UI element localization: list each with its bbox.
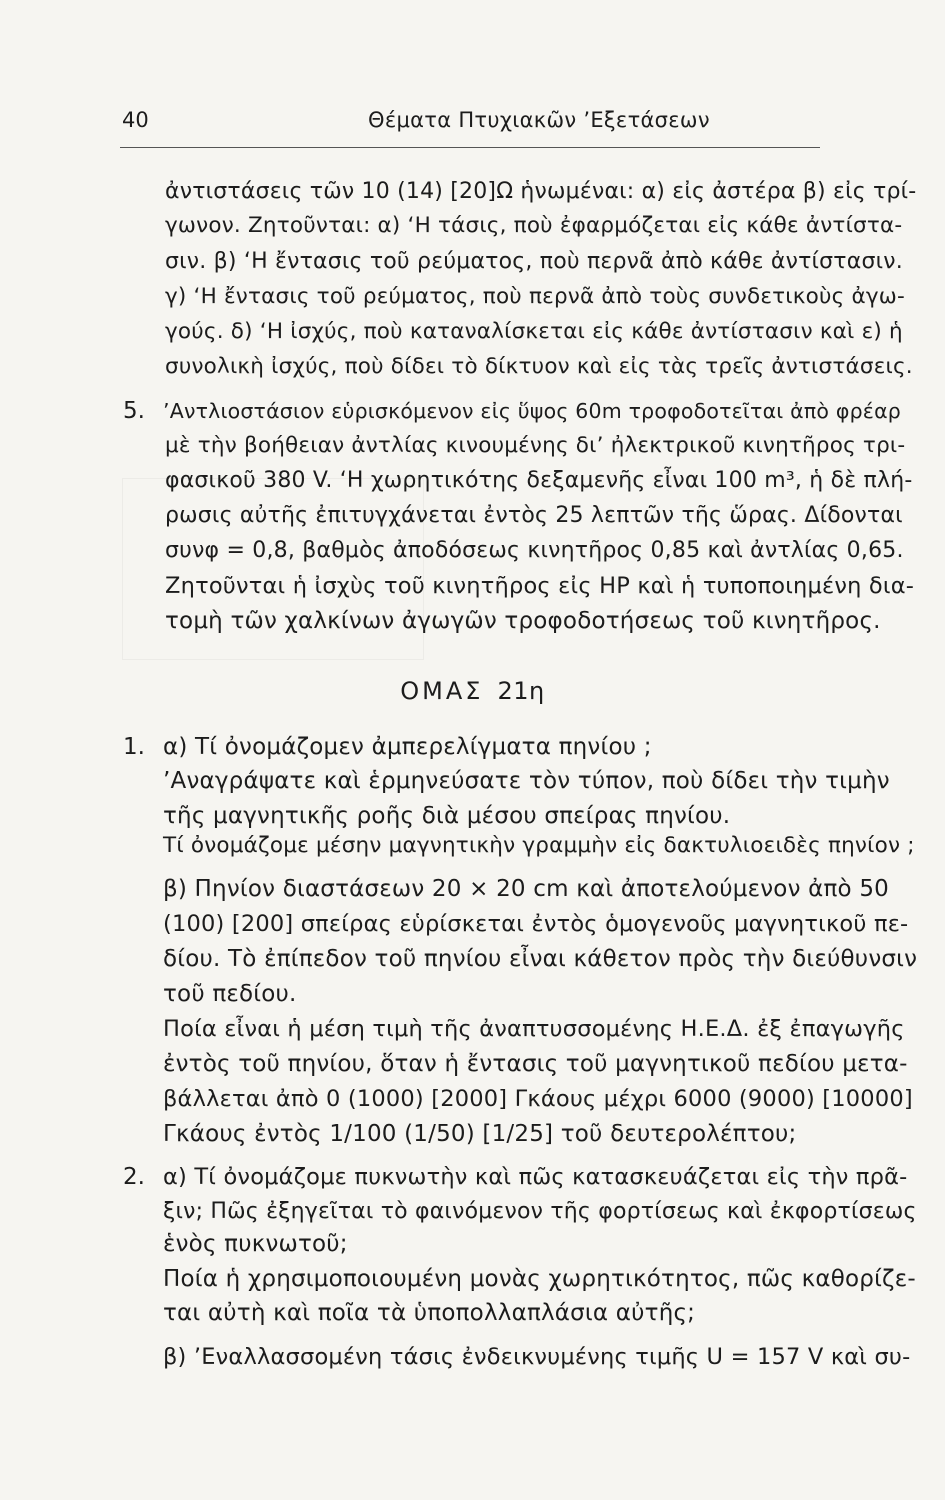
text-line: ται αὐτὴ καὶ ποῖα τὰ ὑποπολλαπλάσια αὐτῆς; bbox=[163, 1300, 696, 1326]
text-line: (100) [200] σπείρας εὑρίσκεται ἐντὸς ὁμογενοῦς μαγνητικοῦ πε- bbox=[163, 911, 909, 937]
question-number: 1. bbox=[123, 734, 145, 760]
text-line: α) Τί ὀνομάζομε πυκνωτὴν καὶ πῶς κατασκευάζεται εἰς τὴν πρᾶ- bbox=[163, 1164, 908, 1190]
text-line: ’Αναγράψατε καὶ ἑρμηνεύσατε τὸν τύπον, ποὺ δίδει τὴν τιμὴν bbox=[163, 768, 890, 794]
text-line: βάλλεται ἀπὸ 0 (1000) [2000] Γκάους μέχρι 6000 (9000) [10000] bbox=[163, 1086, 913, 1112]
problem-number: 5. bbox=[123, 398, 145, 424]
header-rule bbox=[120, 147, 820, 148]
text-line: δίου. Τὸ ἐπίπεδον τοῦ πηνίου εἶναι κάθετον πρὸς τὴν διεύθυνσιν bbox=[163, 946, 918, 972]
text-line: β) ’Εναλλασσομένη τάσις ἐνδεικνυμένης τιμῆς U = 157 V καὶ συ- bbox=[163, 1344, 911, 1370]
text-line: φασικοῦ 380 V. ‘Η χωρητικότης δεξαμενῆς εἶναι 100 m³, ἡ δὲ πλή- bbox=[165, 468, 913, 493]
section-heading bbox=[0, 674, 945, 708]
text-line: ἀντιστάσεις τῶν 10 (14) [20]Ω ἡνωμέναι: α) εἰς ἀστέρα β) εἰς τρί- bbox=[165, 179, 917, 204]
text-line: Ποία ἡ χρησιμοποιουμένη μονὰς χωρητικότητος, πῶς καθορίζε- bbox=[163, 1266, 916, 1292]
text-line: β) Πηνίον διαστάσεων 20 × 20 cm καὶ ἀποτελούμενον ἀπὸ 50 bbox=[163, 876, 889, 902]
text-line: τοῦ πεδίου. bbox=[163, 981, 297, 1007]
text-line: γ) ‘Η ἔντασις τοῦ ρεύματος, ποὺ περνᾶ ἀπὸ τοὺς συνδετικοὺς ἀγω- bbox=[165, 284, 905, 309]
text-line: ρωσις αὐτῆς ἐπιτυγχάνεται ἐντὸς 25 λεπτῶν τῆς ὥρας. Δίδονται bbox=[165, 503, 903, 528]
text-line: Γκάους ἐντὸς 1/100 (1/50) [1/25] τοῦ δευτερολέπτου; bbox=[163, 1121, 797, 1147]
text-line: Ποία εἶναι ἡ μέση τιμὴ τῆς ἀναπτυσσομένης Η.Ε.Δ. ἐξ ἐπαγωγῆς bbox=[163, 1016, 905, 1042]
page-header bbox=[122, 108, 822, 138]
text-line: γούς. δ) ‘Η ἰσχύς, ποὺ καταναλίσκεται εἰς κάθε ἀντίστασιν καὶ ε) ἡ bbox=[165, 319, 903, 344]
text-line: Ζητοῦνται ἡ ἰσχὺς τοῦ κινητῆρος εἰς HP καὶ ἡ τυποποιημένη δια- bbox=[165, 573, 915, 599]
text-line: συνολικὴ ἰσχύς, ποὺ δίδει τὸ δίκτυον καὶ εἰς τὰς τρεῖς ἀντιστάσεις. bbox=[165, 354, 913, 379]
text-line: ἐντὸς τοῦ πηνίου, ὅταν ἡ ἔντασις τοῦ μαγνητικοῦ πεδίου μετα- bbox=[163, 1051, 908, 1077]
text-line: Τί ὀνομάζομε μέσην μαγνητικὴν γραμμὴν εἰς δακτυλιοειδὲς πηνίον ; bbox=[163, 833, 915, 858]
text-line: ξιν; Πῶς ἐξηγεῖται τὸ φαινόμενον τῆς φορτίσεως καὶ ἐκφορτίσεως bbox=[163, 1199, 917, 1224]
text-line: σιν. β) ‘Η ἔντασις τοῦ ρεύματος, ποὺ περνᾶ ἀπὸ κάθε ἀντίστασιν. bbox=[165, 249, 903, 274]
text-line: γωνον. Ζητοῦνται: α) ‘Η τάσις, ποὺ ἐφαρμόζεται εἰς κάθε ἀντίστα- bbox=[165, 213, 903, 238]
text-line: ἑνὸς πυκνωτοῦ; bbox=[163, 1231, 348, 1257]
text-line: μὲ τὴν βοήθειαν ἀντλίας κινουμένης δι’ ἠλεκτρικοῦ κινητῆρος τρι- bbox=[165, 433, 906, 458]
question-number: 2. bbox=[123, 1164, 145, 1190]
text-line: α) Τί ὀνομάζομεν ἀμπερελίγματα πηνίου ; bbox=[163, 734, 652, 760]
text-line: τῆς μαγνητικῆς ροῆς διὰ μέσου σπείρας πηνίου. bbox=[163, 803, 731, 829]
text-line: συνφ = 0,8, βαθμὸς ἀποδόσεως κινητῆρος 0,85 καὶ ἀντλίας 0,65. bbox=[165, 538, 904, 563]
text-line: ’Αντλιοστάσιον εὑρισκόμενον εἰς ὕψος 60m τροφοδοτεῖται ἀπὸ φρέαρ bbox=[163, 399, 902, 423]
running-title: Θέματα Πτυχιακῶν ’Εξετάσεων bbox=[368, 108, 710, 132]
section-ordinal: 21η bbox=[497, 677, 545, 705]
text-line: τομὴ τῶν χαλκίνων ἀγωγῶν τροφοδοτήσεως τοῦ κινητῆρος. bbox=[165, 608, 881, 634]
page-number: 40 bbox=[122, 108, 149, 132]
section-title: ΟΜΑΣ bbox=[400, 677, 484, 705]
